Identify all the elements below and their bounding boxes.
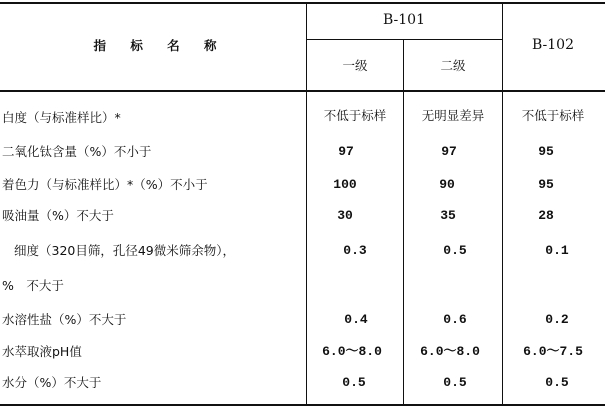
header-b101: B-101 [383,12,425,28]
cell-salts-b102: 0.2 [545,312,569,327]
cell-whiteness-grade2: 无明显差异 [421,108,485,123]
cell-oil-grade1: 30 [337,208,353,223]
header-b102: B-102 [532,37,574,53]
col-divider-1-body [306,91,307,404]
cell-moisture-b102: 0.5 [545,375,569,390]
cell-ph-grade2: 6.0～8.0 [420,344,480,359]
row-label-whiteness: 白度（与标准样比）* [2,110,121,125]
row-label-tinting: 着色力（与标准样比）*（%）不小于 [2,177,208,192]
cell-moisture-grade1: 0.5 [342,375,366,390]
row-label-ph: 水萃取液pH值 [2,344,82,359]
row-label-fineness: 细度（320目筛，孔径49微米筛余物）， [14,243,236,258]
row-label-moisture: 水分（%）不大于 [2,375,102,390]
cell-salts-grade1: 0.4 [344,312,368,327]
cell-tinting-grade1: 100 [333,177,357,192]
row-label-oil: 吸油量（%）不大于 [2,208,114,223]
cell-whiteness-grade1: 不低于标样 [323,108,387,123]
cell-oil-grade2: 35 [440,208,456,223]
col-divider-3-body [502,91,503,404]
col-divider-1 [306,4,307,91]
cell-tio2-grade2: 97 [441,144,457,159]
cell-ph-grade1: 6.0～8.0 [322,344,382,359]
cell-fineness-grade1: 0.3 [343,243,367,258]
cell-fineness-b102: 0.1 [545,243,569,258]
cell-whiteness-b102: 不低于标样 [521,108,585,123]
cell-tio2-grade1: 97 [338,144,354,159]
cell-tinting-b102: 95 [538,177,554,192]
b101-divider-rule [306,39,502,40]
cell-ph-b102: 6.0～7.5 [523,344,583,359]
col-divider-3 [502,4,503,91]
cell-tio2-b102: 95 [538,144,554,159]
header-bottom-rule [0,90,605,92]
col-divider-2-body [403,91,404,404]
col-divider-2 [403,40,404,91]
row-label-fineness-cont: % 不大于 [2,278,64,293]
header-grade-1: 一级 [342,58,368,73]
header-name-column: 指 标 名 称 [93,38,227,53]
cell-fineness-grade2: 0.5 [443,243,467,258]
cell-tinting-grade2: 90 [439,177,455,192]
bottom-rule [0,404,605,406]
row-label-soluble-salts: 水溶性盐（%）不大于 [2,312,127,327]
cell-moisture-grade2: 0.5 [443,375,467,390]
top-rule [0,2,605,4]
row-label-tio2: 二氧化钛含量（%）不小于 [2,144,152,159]
cell-oil-b102: 28 [538,208,554,223]
cell-salts-grade2: 0.6 [443,312,467,327]
header-grade-2: 二级 [440,58,466,73]
